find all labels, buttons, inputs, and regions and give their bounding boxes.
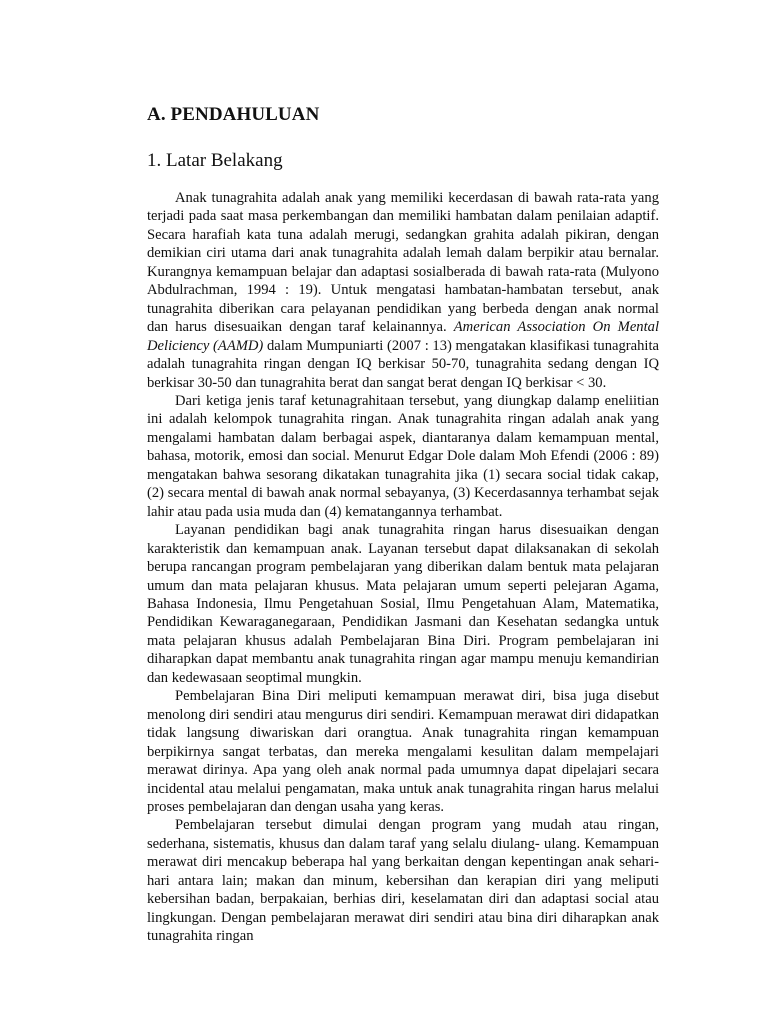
paragraph-2: Dari ketiga jenis taraf ketunagrahitaan tersebut, yang diungkap dalamp eneliitian ini adalah kelompok tunagrahita ringan. Anak tunagrahita ringan adalah anak yang mengalami hambatan dalam berbagai aspek, diantaranya dalam kemampuan mental, bahasa, motorik, emosi dan social. Menurut Edgar Dole dalam Moh Efendi (2006 : 89) mengatakan bahwa sesorang dikatakan tunagrahita jika (1) secara social tidak cakap, (2) secara mental di bawah anak normal sebayanya, (3) Kecerdasannya terhambat sejak lahir atau pada usia muda dan (4) kematangannya terhambat. (147, 392, 659, 520)
paragraph-5: Pembelajaran tersebut dimulai dengan program yang mudah atau ringan, sederhana, sistematis, khusus dan dalam taraf yang selalu diulang- ulang. Kemampuan merawat diri mencakup beberapa hal yang berkaitan dengan kepentingan anak sehari- hari antara lain; makan dan minum, kebersihan dan kerapian diri yang meliputi kebersihan badan, berpakaian, berhias diri, keselamatan diri dan adaptasi social atau lingkungan. Dengan pembelajaran merawat diri sendiri atau bina diri diharapkan anak tunagrahita ringan (147, 817, 659, 945)
paragraph-3: Layanan pendidikan bagi anak tunagrahita ringan harus disesuaikan dengan karakteristik dan kemampuan anak. Layanan tersebut dapat dilaksanakan di sekolah berupa rancangan program pembelajaran yang diberikan dalam bentuk mata pelajaran umum dan mata pelajaran khusus. Mata pelajaran umum seperti pelejaran Agama, Bahasa Indonesia, Ilmu Pengetahuan Sosial, Ilmu Pengetahuan Alam, Matematika, Pendidikan Kewaraganegaraan, Pendidikan Jasmani dan Kesehatan sedangka untuk mata pelajaran khusus adalah Pembelajaran Bina Diri. Program pembelajaran ini diharapkan dapat membantu anak tunagrahita ringan agar mampu menuju kemandirian dan kedewasaan seoptimal mungkin. (147, 522, 659, 686)
subsection-heading: 1. Latar Belakang (147, 150, 283, 171)
document-content (147, 103, 659, 946)
paragraph-1-text-a: Anak tunagrahita adalah anak yang memiliki kecerdasan di bawah rata-rata yang terjadi pada saat masa perkembangan dan memiliki hambatan dalam penilaian adaptif. Secara harafiah kata tuna adalah merugi, sedangkan grahita adalah pikiran, dengan demikian ciri utama dari anak tunagrahita adalah lemah dalam berpikir atau bernalar. Kurangnya kemampuan belajar dan adaptasi sosialberada di bawah rata-rata (Mulyono Abdulrachman, 1994 : 19). Untuk mengatasi hambatan-hambatan tersebut, anak tunagrahita diberikan cara pelayanan pendidikan yang berbeda dengan anak normal dan harus disesuaikan dengan taraf kelainannya. (147, 190, 659, 336)
section-heading: A. PENDAHULUAN (147, 104, 320, 125)
paragraph-1 (147, 189, 659, 392)
paragraph-1-text-b: dalam Mumpuniarti (2007 : 13) mengatakan klasifikasi tunagrahita adalah tunagrahita ringan dengan IQ berkisar 50-70, tunagrahita sedang dengan IQ berkisar 30-50 dan tunagrahita berat dan sangat berat dengan IQ berkisar < 30. (147, 337, 660, 391)
paragraph-4: Pembelajaran Bina Diri meliputi kemampuan merawat diri, bisa juga disebut menolong diri sendiri atau mengurus diri sendiri. Kemampuan merawat diri didapatkan tidak langsung diwariskan dari orangtua. Anak tunagrahita ringan kemampuan berpikirnya sangat terbatas, dan mereka mengalami kesulitan dalam mempelajari merawat dirinya. Apa yang oleh anak normal pada umumnya dapat dipelajari secara incidental atau melalui pengamatan, maka untuk anak tunagrahita ringan harus melalui proses pembelajaran dan dengan usaha yang keras. (147, 688, 659, 815)
body-text (147, 189, 659, 946)
paragraph-1-italic-citation: American Association On Mental Deliciency (AAMD) (147, 319, 659, 354)
